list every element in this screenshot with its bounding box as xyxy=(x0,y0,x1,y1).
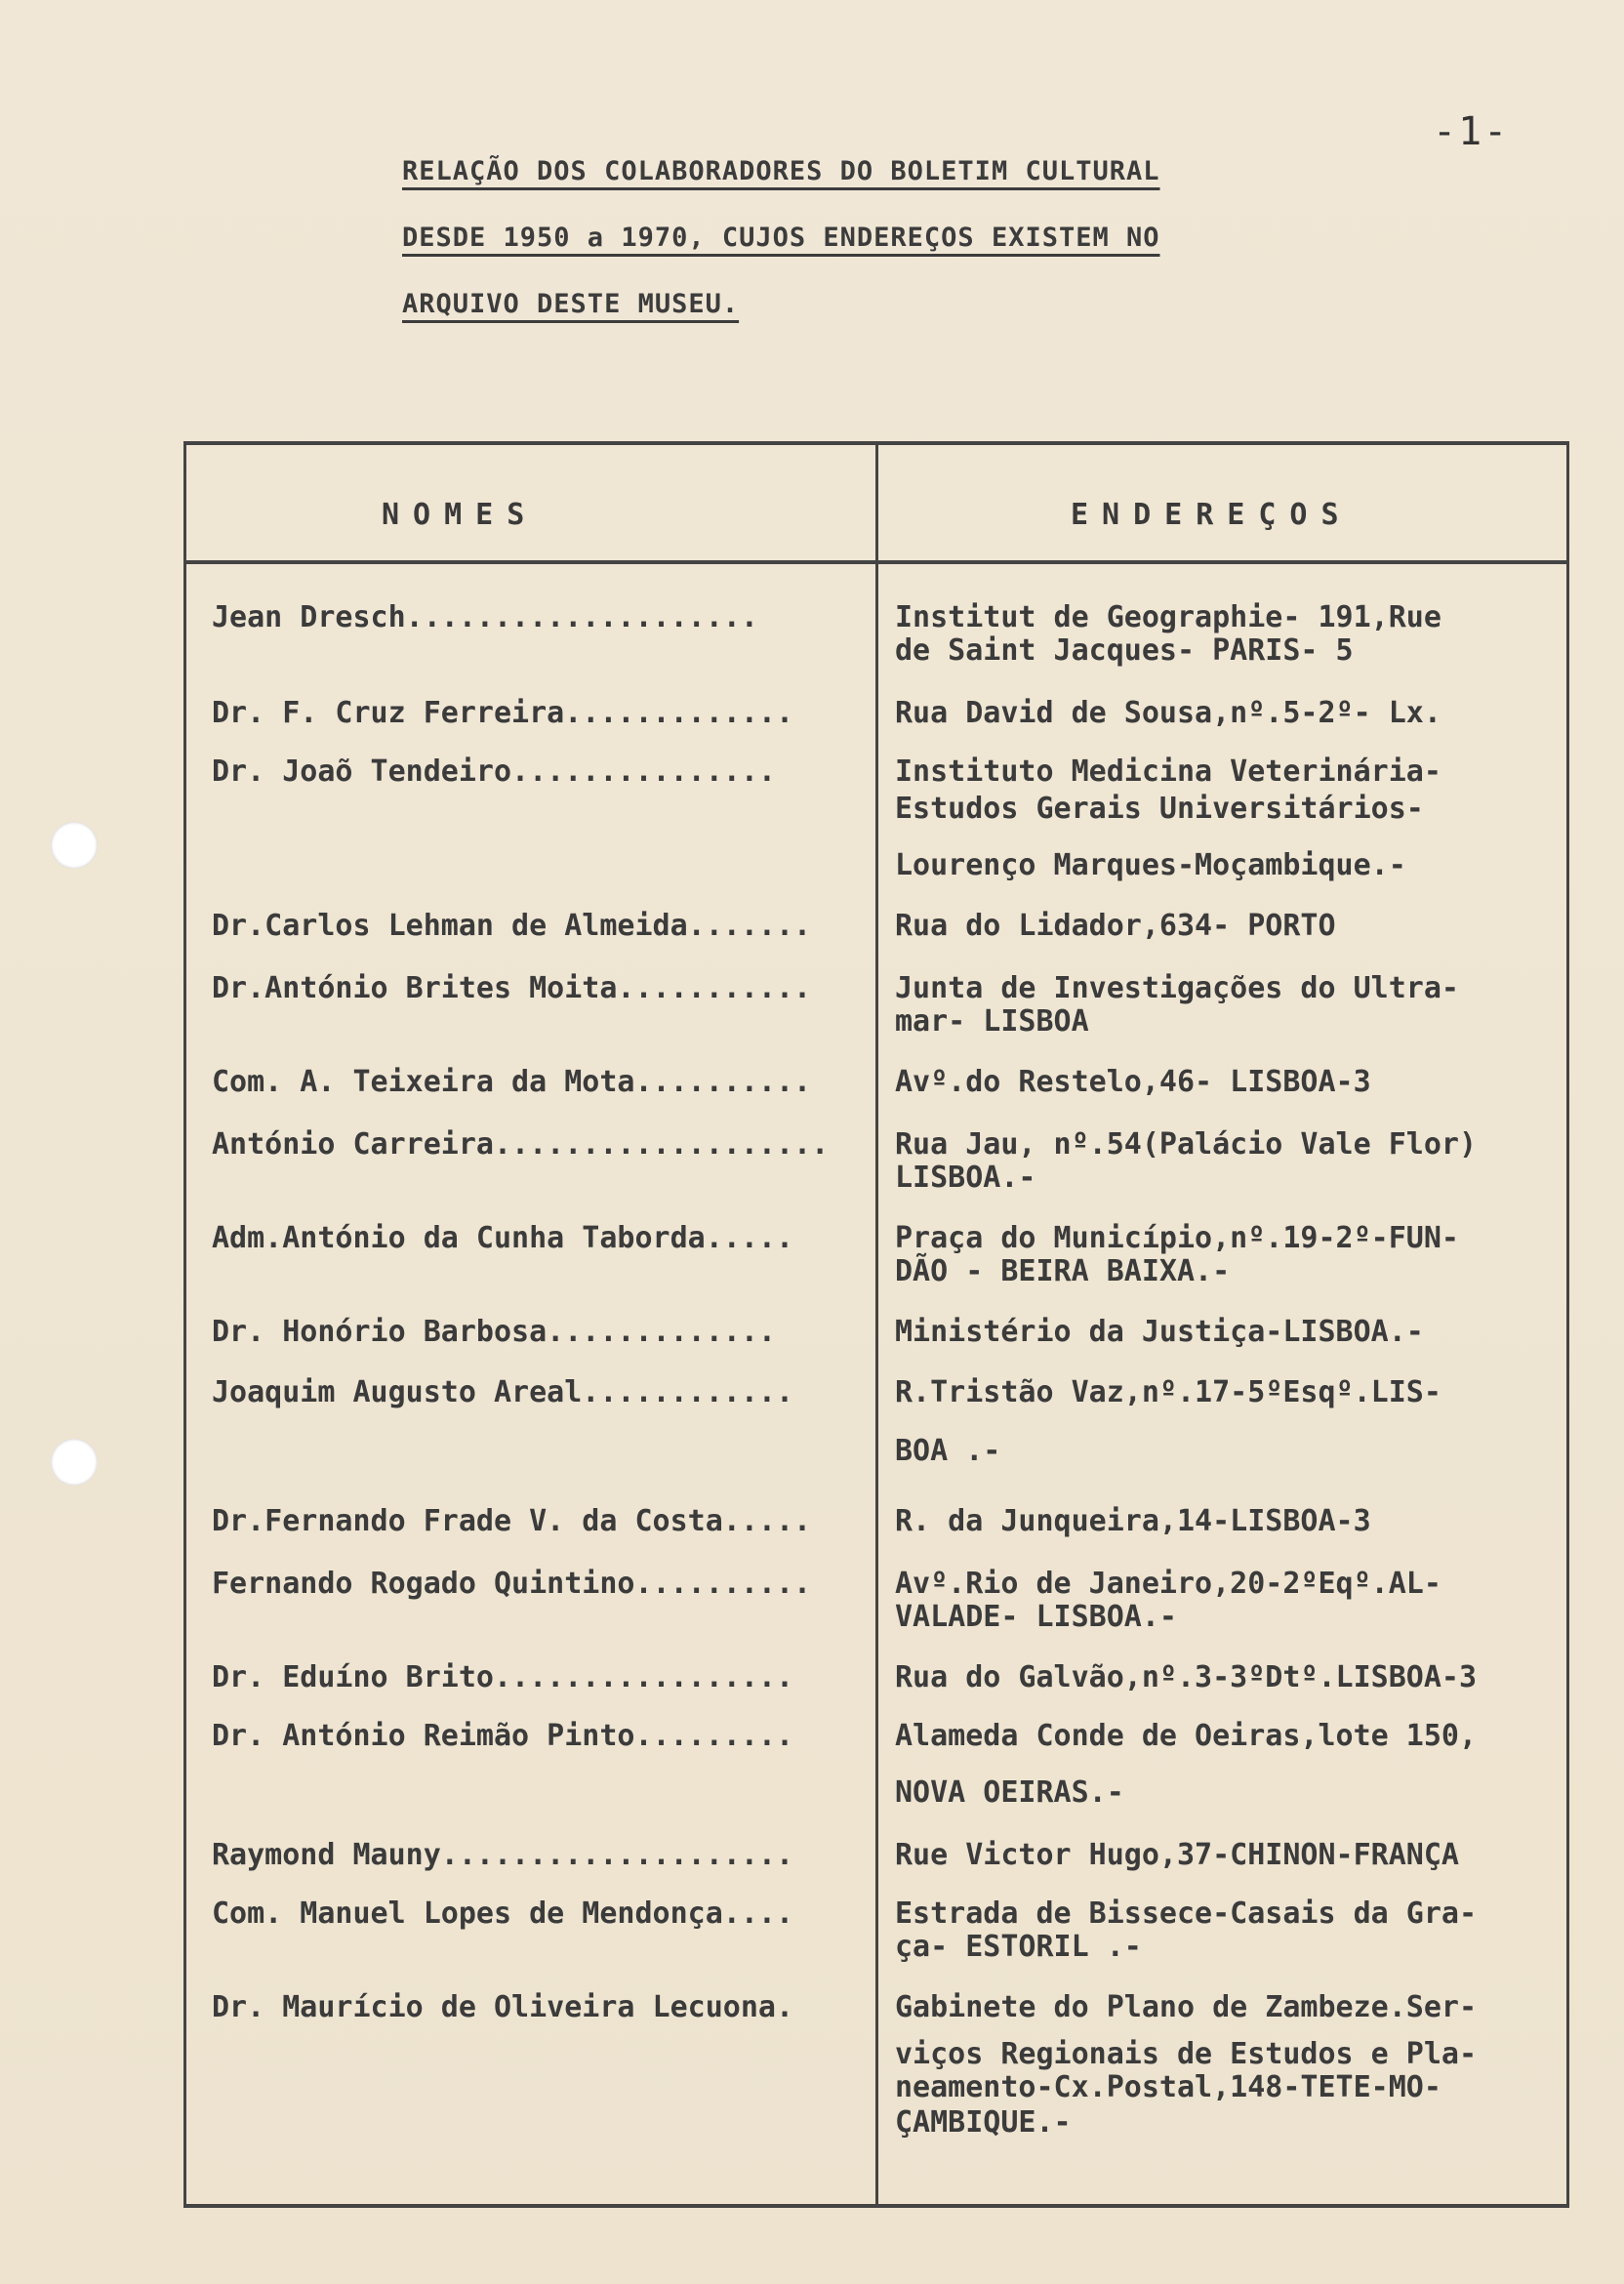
contributor-name: Dr. F. Cruz Ferreira............. xyxy=(212,697,794,730)
address-line: DÃO - BEIRA BAIXA.- xyxy=(895,1254,1231,1288)
address-line: Institut de Geographie- 191,Rue xyxy=(895,600,1441,634)
address-line: de Saint Jacques- PARIS- 5 xyxy=(895,633,1354,668)
address-line: R. da Junqueira,14-LISBOA-3 xyxy=(895,1504,1371,1538)
punch-hole-top xyxy=(51,822,98,869)
contributor-address xyxy=(895,697,1559,730)
address-line: mar- LISBOA xyxy=(895,1004,1089,1039)
contributor-name: Dr. Eduíno Brito................. xyxy=(212,1661,794,1694)
address-line: Instituto Medicina Veterinária- xyxy=(895,755,1441,789)
contributor-name: Dr.Fernando Frade V. da Costa..... xyxy=(212,1505,812,1538)
contributor-name: Dr.Carlos Lehman de Almeida....... xyxy=(212,910,812,943)
title-line-2: DESDE 1950 a 1970, CUJOS ENDEREÇOS EXISTEM NO xyxy=(402,223,1160,253)
contributor-address xyxy=(895,1839,1559,1872)
address-line: Avº.do Restelo,46- LISBOA-3 xyxy=(895,1065,1371,1099)
contributor-address xyxy=(895,910,1559,943)
address-line: ça- ESTORIL .- xyxy=(895,1930,1142,1964)
contributor-address xyxy=(895,1066,1559,1099)
address-line: viços Regionais de Estudos e Pla- xyxy=(895,2037,1478,2071)
contributor-name: Dr. Honório Barbosa............. xyxy=(212,1316,776,1349)
address-line: R.Tristão Vaz,nº.17-5ºEsqº.LIS- xyxy=(895,1375,1441,1409)
address-line: Rue Victor Hugo,37-CHINON-FRANÇA xyxy=(895,1838,1459,1872)
contributor-address xyxy=(895,601,1559,668)
address-line: Rua do Galvão,nº.3-3ºDtº.LISBOA-3 xyxy=(895,1660,1478,1694)
contributor-name: Dr. Maurício de Oliveira Lecuona. xyxy=(212,1991,794,2024)
contributor-name: Com. A. Teixeira da Mota.......... xyxy=(212,1066,812,1099)
address-line: neamento-Cx.Postal,148-TETE-MO- xyxy=(895,2070,1441,2104)
contributor-name: Com. Manuel Lopes de Mendonça.... xyxy=(212,1897,794,1931)
contributor-name: Jean Dresch.................... xyxy=(212,601,758,634)
address-line: Ministério da Justiça-LISBOA.- xyxy=(895,1315,1424,1349)
address-line: ÇAMBIQUE.- xyxy=(895,2105,1072,2140)
contributor-name: Raymond Mauny.................... xyxy=(212,1839,794,1872)
address-line: Gabinete do Plano de Zambeze.Ser- xyxy=(895,1990,1478,2024)
column-header-addresses: ENDEREÇOS xyxy=(1071,498,1353,532)
contributor-address xyxy=(895,1222,1559,1288)
contributor-address xyxy=(895,1128,1559,1195)
contributor-name: Fernando Rogado Quintino.......... xyxy=(212,1568,812,1601)
address-line: Estrada de Bissece-Casais da Gra- xyxy=(895,1897,1478,1931)
column-header-names: NOMES xyxy=(382,498,539,532)
contributor-address xyxy=(895,1568,1559,1634)
address-line: Lourenço Marques-Moçambique.- xyxy=(895,848,1406,882)
punch-hole-bottom xyxy=(51,1439,98,1486)
contributor-name: António Carreira................... xyxy=(212,1128,830,1162)
contributor-address xyxy=(895,1505,1559,1538)
address-line: Rua do Lidador,634- PORTO xyxy=(895,909,1336,943)
address-line: Avº.Rio de Janeiro,20-2ºEqº.AL- xyxy=(895,1567,1441,1601)
contributor-name: Dr. Joaõ Tendeiro............... xyxy=(212,755,776,789)
header-rule xyxy=(186,560,1566,564)
address-line: Alameda Conde de Oeiras,lote 150, xyxy=(895,1719,1478,1753)
document-title xyxy=(402,148,1339,347)
title-line-3: ARQUIVO DESTE MUSEU. xyxy=(402,289,740,319)
contributor-name: Adm.António da Cunha Taborda..... xyxy=(212,1222,794,1255)
contributor-address xyxy=(895,1316,1559,1349)
address-line: BOA .- xyxy=(895,1434,1001,1468)
address-line: Praça do Município,nº.19-2º-FUN- xyxy=(895,1221,1459,1255)
contributor-address xyxy=(895,972,1559,1039)
title-line-1: RELAÇÃO DOS COLABORADORES DO BOLETIM CULTURAL xyxy=(402,156,1160,186)
column-divider xyxy=(875,445,878,2204)
address-line: Junta de Investigações do Ultra- xyxy=(895,971,1459,1005)
contributor-name: Dr.António Brites Moita........... xyxy=(212,972,812,1005)
contributor-name: Joaquim Augusto Areal............ xyxy=(212,1376,794,1409)
contributors-table xyxy=(183,441,1569,2208)
address-line: Rua Jau, nº.54(Palácio Vale Flor) xyxy=(895,1127,1478,1162)
contributor-address xyxy=(895,1897,1559,1964)
address-line: LISBOA.- xyxy=(895,1161,1036,1195)
address-line: VALADE- LISBOA.- xyxy=(895,1600,1177,1634)
address-line: Rua David de Sousa,nº.5-2º- Lx. xyxy=(895,696,1441,730)
page-number: -1- xyxy=(1433,109,1510,154)
address-line: Estudos Gerais Universitários- xyxy=(895,792,1424,826)
contributor-name: Dr. António Reimão Pinto......... xyxy=(212,1720,794,1753)
address-line: NOVA OEIRAS.- xyxy=(895,1775,1124,1810)
contributor-address xyxy=(895,1661,1559,1694)
